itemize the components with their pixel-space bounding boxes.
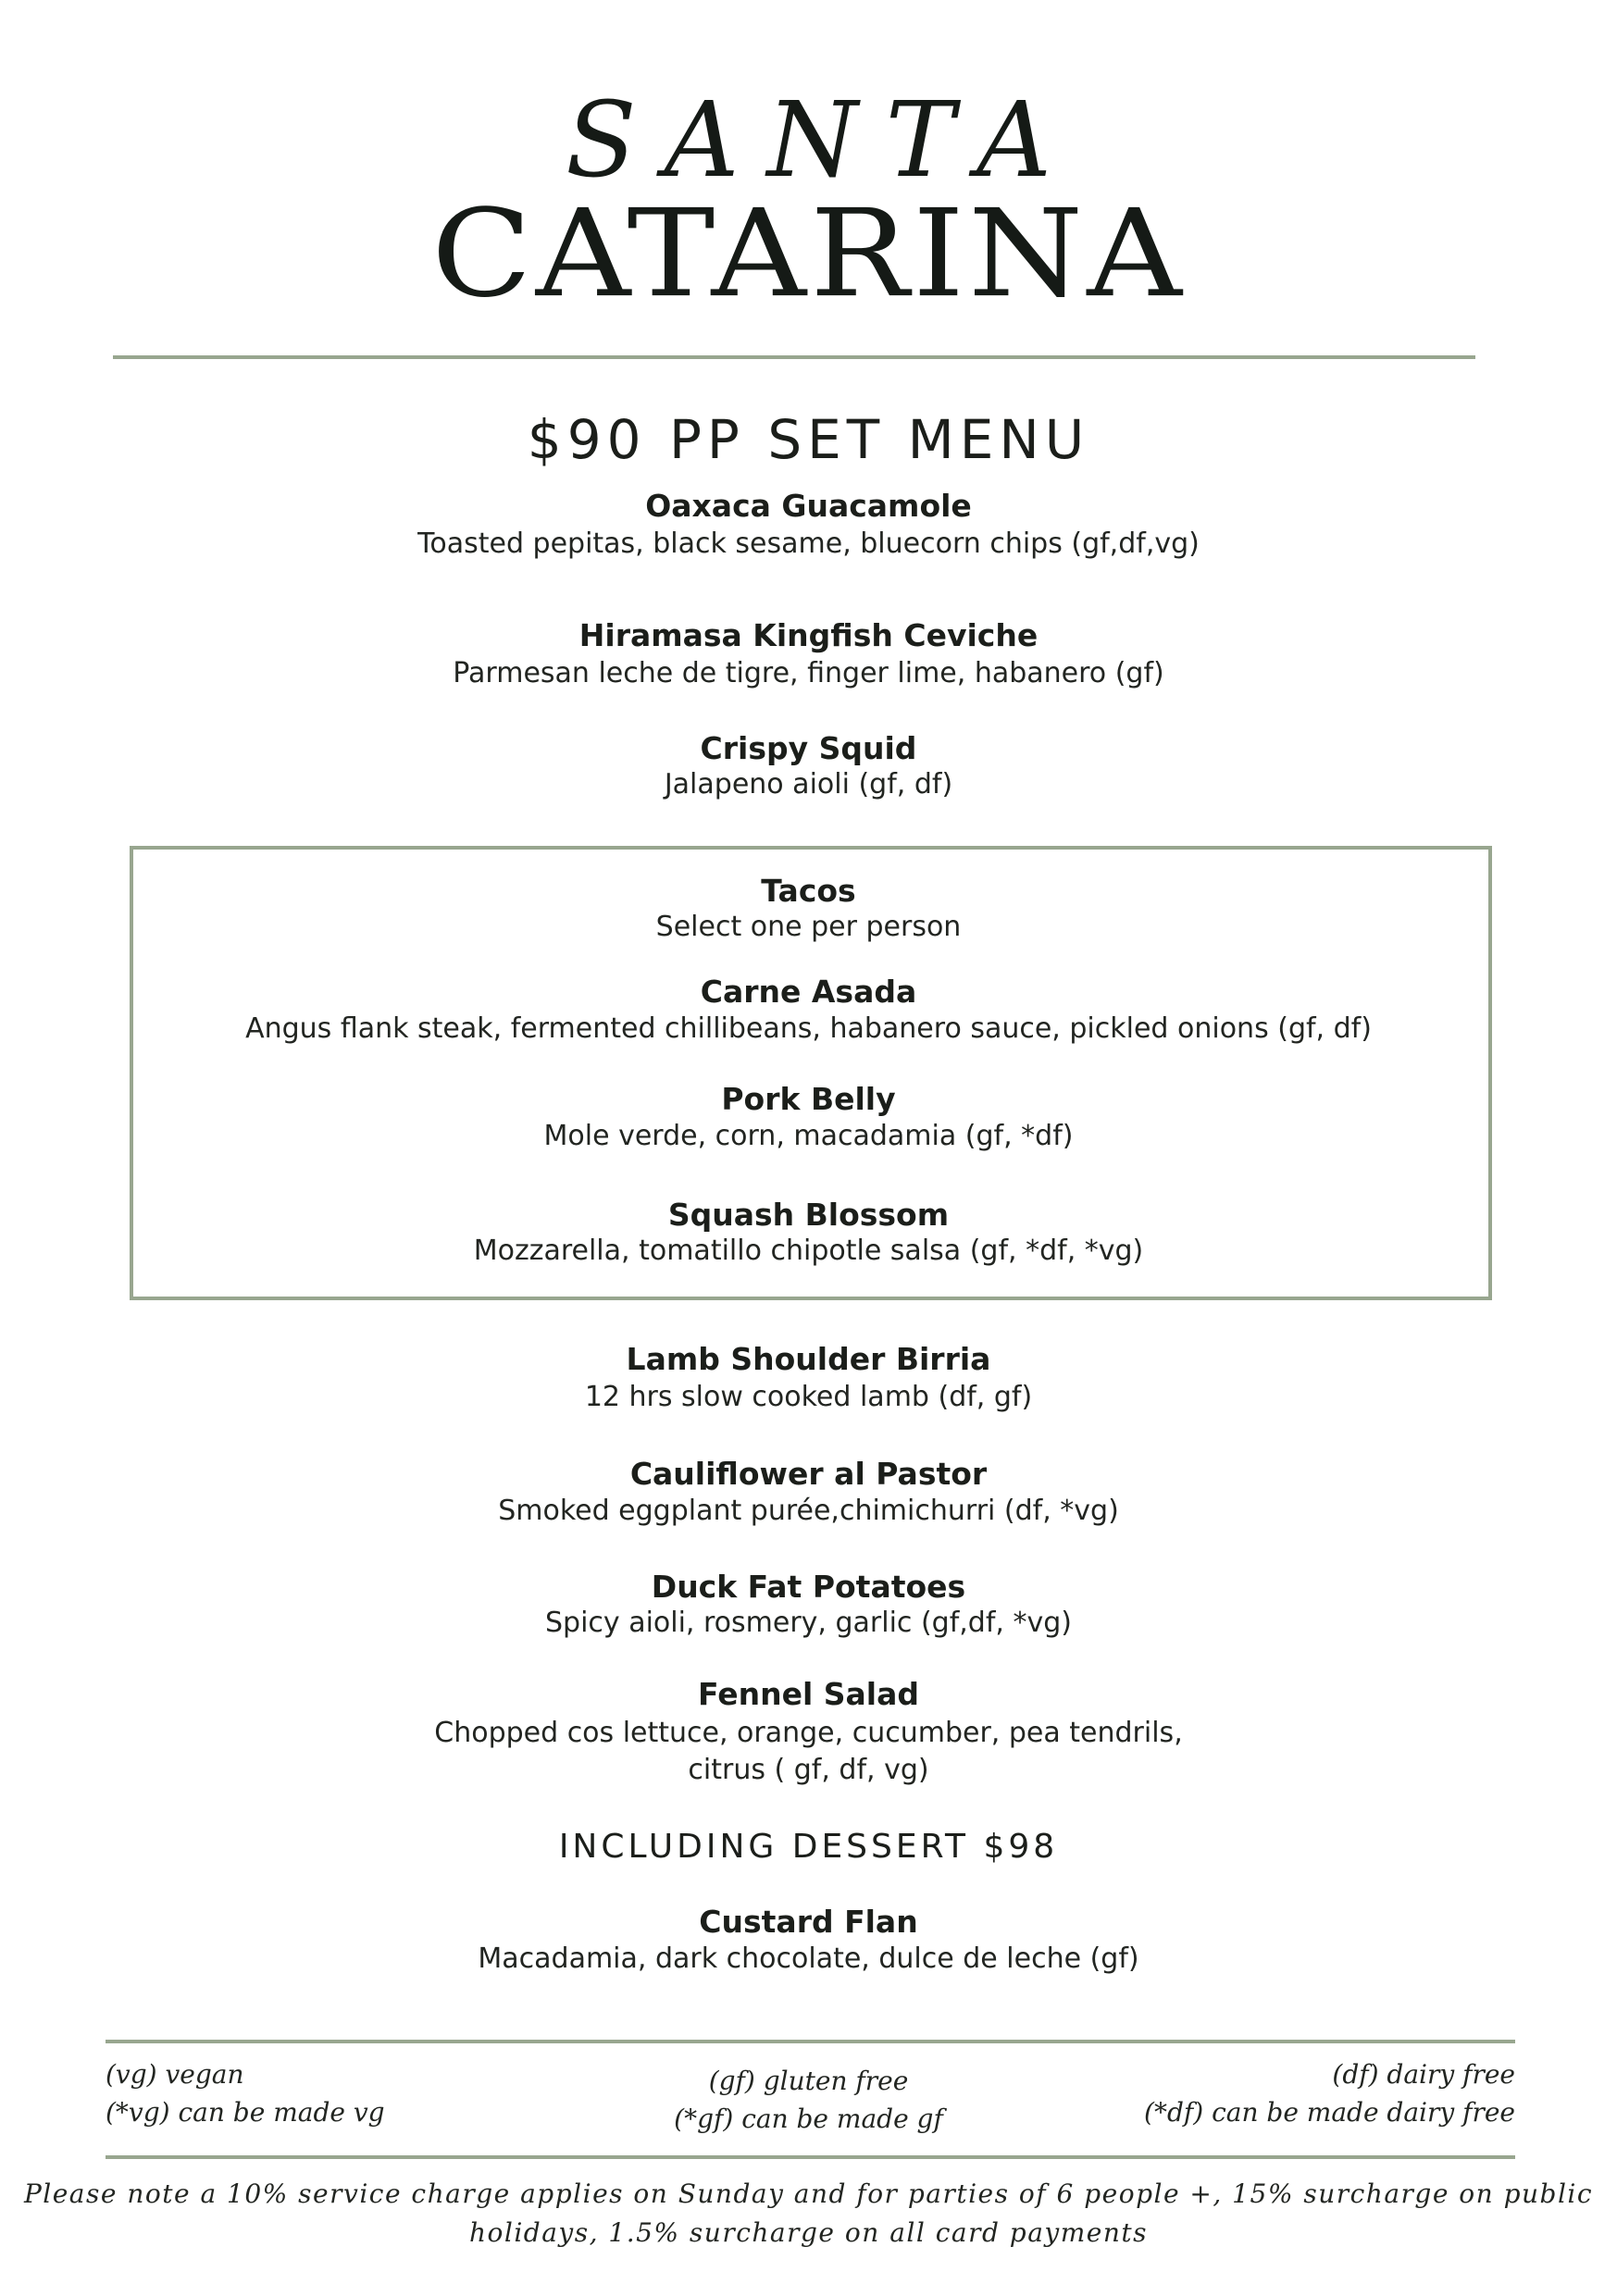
dish-description: Smoked eggplant purée,chimichurri (df, *vg) bbox=[498, 1495, 1119, 1527]
legend-dairy-free-option-label: (*df) can be made dairy free bbox=[1144, 2097, 1515, 2128]
legend-bottom-divider bbox=[106, 2155, 1515, 2159]
taco-option-name: Pork Belly bbox=[721, 1081, 896, 1117]
header-divider bbox=[113, 355, 1475, 359]
taco-option-name: Squash Blossom bbox=[667, 1197, 950, 1233]
taco-option-name: Carne Asada bbox=[700, 974, 917, 1010]
dish-description: Macadamia, dark chocolate, dulce de leche (gf) bbox=[478, 1942, 1139, 1975]
service-charge-note bbox=[0, 2175, 1617, 2253]
legend-dairy-free bbox=[1144, 2055, 1515, 2131]
set-menu-title: $90 PP SET MENU bbox=[527, 408, 1090, 471]
legend-gluten-free-option-label: (*gf) can be made gf bbox=[674, 2104, 943, 2134]
dish-description: Toasted pepitas, black sesame, bluecorn chips (gf,df,vg) bbox=[417, 527, 1200, 560]
dish-name: Fennel Salad bbox=[698, 1676, 919, 1712]
logo-santa: SANTA bbox=[565, 81, 1080, 201]
legend-vegan-label: (vg) vegan bbox=[106, 2059, 244, 2090]
dish-name: Crispy Squid bbox=[700, 730, 917, 766]
legend-vegan-option-label: (*vg) can be made vg bbox=[106, 2097, 385, 2128]
dish-name: Hiramasa Kingfish Ceviche bbox=[578, 617, 1039, 653]
taco-option-description: Mole verde, corn, macadamia (gf, *df) bbox=[543, 1120, 1074, 1152]
service-charge-note-line: holidays, 1.5% surcharge on all card payments bbox=[468, 2217, 1148, 2248]
logo-catarina: CATARINA bbox=[431, 183, 1186, 325]
service-charge-note-line: Please note a 10% service charge applies on Sunday and for parties of 6 people +, 15% surcharge on public bbox=[23, 2178, 1594, 2209]
dish-description: Spicy aioli, rosmery, garlic (gf,df, *vg) bbox=[544, 1607, 1072, 1639]
dish-name: Lamb Shoulder Birria bbox=[626, 1341, 991, 1377]
dessert-heading: INCLUDING DESSERT $98 bbox=[558, 1828, 1059, 1866]
tacos-instruction: Select one per person bbox=[655, 911, 962, 943]
dish-description: citrus ( gf, df, vg) bbox=[688, 1754, 929, 1786]
legend-top-divider bbox=[106, 2040, 1515, 2043]
dish-description: 12 hrs slow cooked lamb (df, gf) bbox=[584, 1381, 1033, 1413]
dish-name: Cauliflower al Pastor bbox=[629, 1456, 988, 1492]
dish-name: Custard Flan bbox=[699, 1904, 918, 1940]
dish-description: Jalapeno aioli (gf, df) bbox=[664, 768, 953, 800]
legend-dairy-free-label: (df) dairy free bbox=[1332, 2059, 1515, 2090]
dish-description: Parmesan leche de tigre, finger lime, habanero (gf) bbox=[453, 657, 1164, 689]
dish-name: Oaxaca Guacamole bbox=[645, 488, 972, 524]
tacos-heading: Tacos bbox=[761, 873, 856, 909]
legend-gluten-free-label: (gf) gluten free bbox=[708, 2066, 909, 2096]
dish-description: Chopped cos lettuce, orange, cucumber, pea tendrils, bbox=[434, 1717, 1183, 1749]
taco-option-description: Angus flank steak, fermented chillibeans, habanero sauce, pickled onions (gf, df) bbox=[245, 1012, 1372, 1045]
dish-name: Duck Fat Potatoes bbox=[651, 1569, 966, 1605]
taco-option-description: Mozzarella, tomatillo chipotle salsa (gf, *df, *vg) bbox=[473, 1235, 1144, 1267]
